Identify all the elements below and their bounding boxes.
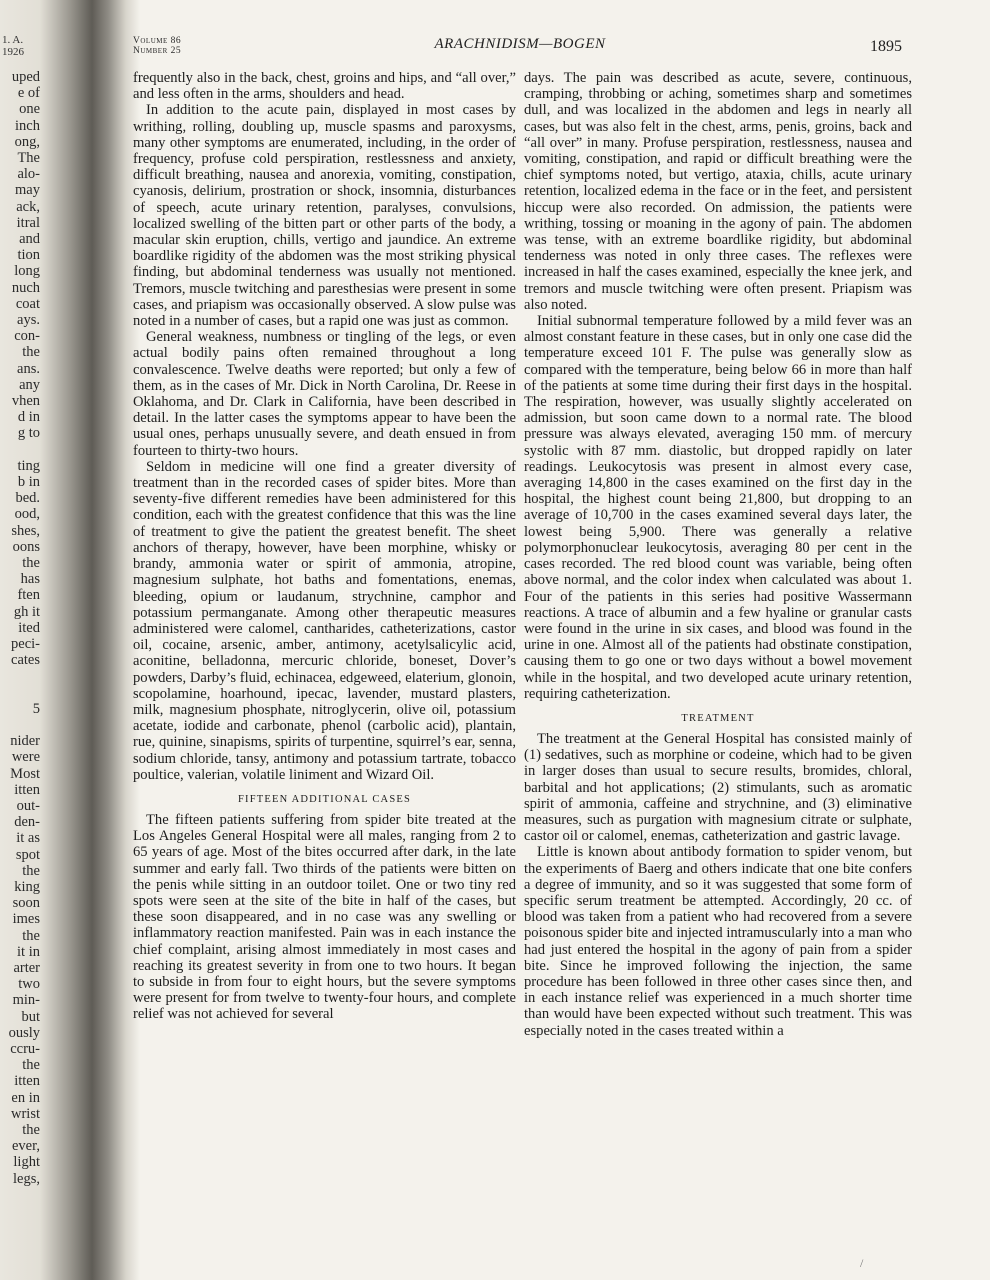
margin-fragment: en in	[11, 1089, 40, 1106]
margin-fragment: shes,	[11, 522, 40, 539]
margin-fragment: Most	[10, 765, 40, 782]
margin-fragment: the	[22, 344, 40, 361]
margin-fragment: bed.	[15, 490, 40, 507]
margin-fragment: alo-	[17, 166, 40, 183]
margin-fragment: legs,	[13, 1170, 40, 1187]
margin-fragment: ited	[18, 619, 40, 636]
paragraph: days. The pain was described as acute, severe, continuous, cramping, throbbing or aching, sometimes sharp and sometimes dull, and was localized in the abdomen and legs in nearly all cases, but was also felt in the chest, arms, penis, groins, back and “all over” in many. Profuse perspiration, restlessness, nausea and vomiting, constipation, and rapid or difficult breathing were the chief symptoms noted, but vertigo, ataxia, chills, acute urinary retention, localized edema in the face or in the feet, and persistent hiccup were also recorded. On admission, the patients were writhing, tossing or moaning in the agony of pain. The abdomen was tense, with an extreme boardlike rigidity, but abdominal tenderness was noted in only three cases. The reflexes were increased in half the cases examined, especially the knee jerk, and tremors and muscle twitching were often present. Priapism was also noted.	[524, 70, 912, 313]
paragraph: Seldom in medicine will one find a greater diversity of treatment than in the recorded cases of spider bites. More than seventy-five different remedies have been administered for this condition, each with the greatest confidence that this was the line of treatment to give the patient the greatest benefit. The sheet anchors of therapy, however, have been morphine, whisky or brandy, ammonia water or spirit of ammonia, atropine, magnesium sulphate, hot baths and fomentations, enemas, bleeding, opium or laudanum, strychnine, camphor and potassium permanganate. Among other therapeutic measures administered were calomel, cantharides, catheterizations, castor oil, cocaine, arsenic, amber, antimony, acetylsalicylic acid, aconitine, belladonna, mercuric chloride, boneset, Dover’s powders, Darby’s fluid, echinacea, edgeweed, elaterium, glonoin, scopolamine, hoarhound, ipecac, lavender, mustard plasters, milk, magnesium phosphate, nitroglycerin, olive oil, potassium acetate, iodide and carbonate, phenol (carbolic acid), plantain, rue, quinine, sinapisms, spirits of turpentine, squirrel’s ear, senna, sodium chloride, tansy, antimony and potassium tartrate, tobacco poultice, valerian, volatile liniment and Wizard Oil.	[133, 458, 516, 783]
margin-fragment: ever,	[12, 1138, 40, 1155]
paragraph: General weakness, numbness or tingling of the legs, or even actual bodily pains often remained throughout a long convalescence. Twelve deaths were reported; but only a few of them, as in the cases of Mr. Dick in North Carolina, Dr. Reese in Oklahoma, and Dr. Clark in California, have been described in detail. In the latter cases the symptoms appear to have been the usual ones, perhaps unusually severe, and death ensued in from fourteen to thirty-two hours.	[133, 329, 516, 459]
margin-fragment: nider	[10, 733, 40, 750]
margin-fragment: nuch	[11, 279, 40, 296]
margin-fragment: vhen	[11, 393, 40, 409]
margin-fragment: ood,	[14, 506, 40, 523]
margin-fragment: out-	[16, 798, 40, 814]
left-section-body	[133, 812, 516, 1023]
margin-fragment: and	[19, 231, 40, 247]
margin-fragment: two	[18, 976, 40, 993]
margin-fragment: min-	[12, 992, 40, 1009]
margin-fragment: g to	[17, 425, 40, 442]
facing-ref-line-1: 1. A.	[2, 34, 24, 46]
margin-fragment: the	[22, 1057, 40, 1074]
right-column-body	[524, 70, 912, 702]
margin-fragment: arter	[13, 960, 40, 976]
margin-fragment: itten	[14, 781, 40, 798]
margin-fragment: ften	[17, 587, 40, 604]
paragraph: In addition to the acute pain, displayed in most cases by writhing, rolling, doubling up, muscle spasms and paroxysms, many other symptoms are enumerated, including, in the order of frequency, profuse cold perspiration, restlessness and anxiety, difficult breathing, nausea and anorexia, vomiting, constipation, cyanosis, delirium, prostration or shock, insomnia, disturbances of speech, acute urinary retention, paralyses, convulsions, localized swelling of the bitten part or other parts of the body, a macular skin eruption, chills, vertigo and jaundice. An extreme boardlike rigidity of the abdomen was the most striking physical finding, but abdominal tenderness was usually not mentioned. Tremors, muscle twitching and paresthesias were present in some cases, and priapism was occasionally observed. A slow pulse was noted in a number of cases, but a rapid one was just as common.	[133, 102, 516, 330]
facing-ref-line-2: 1926	[2, 46, 24, 58]
paragraph: The treatment at the General Hospital has consisted mainly of (1) sedatives, such as morphine or codeine, which had to be given in larger doses than usual to secure results, bromides, chloral, barbital and hot applications; (2) stimulants, such as aromatic spirit of ammonia, caffeine and strychnine, and (3) eliminative measures, such as purgation with magnesium citrate or sulphate, castor oil or calomel, enemas, catheterization and gastric lavage.	[524, 730, 912, 845]
margin-fragment: inch	[15, 117, 40, 134]
margin-fragment: king	[14, 879, 40, 895]
left-column	[133, 70, 516, 1023]
margin-fragment: ously	[8, 1024, 40, 1041]
margin-fragment: the	[22, 1122, 40, 1138]
margin-fragment: has	[20, 571, 40, 588]
margin-fragment: The	[17, 150, 40, 166]
margin-fragment: ting	[17, 457, 40, 474]
margin-fragment: e of	[17, 85, 40, 102]
margin-fragment: may	[15, 182, 40, 199]
facing-page-margin-fragments	[0, 0, 44, 1280]
margin-fragment: it as	[16, 830, 40, 847]
margin-fragment: 5	[32, 700, 40, 717]
margin-fragment: any	[19, 376, 40, 393]
volume-line: Volume 86	[133, 36, 182, 46]
margin-fragment: uped	[11, 69, 40, 85]
margin-fragment: one	[19, 101, 40, 118]
right-section-body	[524, 731, 912, 1039]
margin-fragment: itral	[16, 214, 40, 231]
margin-fragment: gh it	[13, 603, 40, 620]
margin-fragment: b in	[17, 474, 40, 490]
margin-fragment: d in	[17, 409, 40, 426]
margin-fragment: but	[21, 1008, 40, 1025]
margin-fragment: oons	[12, 538, 40, 555]
margin-fragment: con-	[14, 328, 40, 345]
page-number: 1895	[870, 38, 902, 55]
margin-fragment: wrist	[11, 1105, 40, 1122]
paragraph: Little is known about antibody formation to spider venom, but the experiments of Baerg and others indicate that one bite confers a degree of immunity, and so it was suggested that some form of specific serum treatment be attempted. Accordingly, 20 cc. of blood was taken from a patient who had recovered from a severe poisonous spider bite and injected intramuscularly into a man who had just entered the hospital in the agony of pain from a spider bite. Since he improved following the injection, the same procedure has been followed in three other cases since then, and in each instance relief was experienced in a much shorter time than would have been expected without such treatment. This was especially noted in the cases treated within a	[524, 844, 912, 1039]
left-column-body	[133, 70, 516, 783]
margin-fragment: ong,	[14, 133, 40, 150]
running-title: ARACHNIDISM—BOGEN	[434, 36, 606, 52]
right-column	[524, 70, 912, 1039]
footer-mark: /	[860, 1256, 864, 1270]
paragraph: frequently also in the back, chest, groins and hips, and “all over,” and less often in the arms, shoulders and head.	[133, 70, 516, 103]
volume-number-block	[133, 36, 181, 56]
margin-fragment: ays.	[17, 312, 40, 328]
margin-fragment: the	[22, 927, 40, 944]
margin-fragment: long	[14, 263, 40, 280]
margin-fragment: the	[22, 555, 40, 571]
margin-fragment: light	[13, 1154, 40, 1171]
margin-fragment: imes	[12, 911, 40, 928]
margin-fragment: ans.	[17, 360, 40, 377]
margin-fragment: tion	[17, 247, 40, 264]
margin-fragment: itten	[14, 1073, 40, 1090]
margin-fragment: it in	[17, 943, 40, 960]
number-line: Number 25	[133, 46, 182, 56]
margin-fragment: ccru-	[10, 1041, 40, 1057]
facing-page-header-fragment	[2, 34, 24, 58]
section-heading-treatment: TREATMENT	[681, 712, 755, 724]
margin-fragment: den-	[14, 814, 40, 831]
margin-fragment: coat	[15, 295, 40, 312]
margin-fragment: ack,	[16, 198, 40, 215]
margin-fragment: cates	[11, 652, 40, 669]
margin-fragment: soon	[12, 895, 40, 912]
margin-fragment: were	[11, 749, 40, 766]
paragraph: The fifteen patients suffering from spider bite treated at the Los Angeles General Hospital were all males, ranging from 2 to 65 years of age. Most of the bites occurred after dark, in the late summer and early fall. Two thirds of the patients were bitten on the penis while sitting in an outdoor toilet. One or two tiny red spots were seen at the site of the bite in half of the cases, but these soon disappeared, and in no case was any swelling or inflammatory reaction manifested. Pain was in each instance the chief complaint, arising almost immediately in most cases and reaching its greatest severity in from one to two hours. It began to subside in from four to eight hours, but the severe symptoms were present for from twelve to twenty-four hours, and complete relief was not achieved for several	[133, 811, 516, 1023]
paragraph: Initial subnormal temperature followed by a mild fever was an almost constant feature in these cases, but in only one case did the temperature exceed 101 F. The pulse was generally slow as compared with the temperature, being below 66 in more than half of the patients at some time during their first days in the hospital. The respiration, however, was usually slightly accelerated on admission, but soon came down to a normal rate. The blood pressure was always elevated, averaging 150 mm. of mercury systolic with 87 mm. diastolic, but dropped rapidly on later readings. Leukocytosis was present in almost every case, averaging 14,800 in the cases examined on the first day in the hospital, the highest count being 21,800, but dropping to an average of 10,700 in the cases examined several days later, the lowest being 5,900. There was generally a relative polymorphonuclear leukocytosis, averaging 80 per cent in the cases recorded. The red blood count was variable, being often above normal, and the color index when calculated was about 1. Four of the patients in this series had positive Wassermann reactions. A trace of albumin and a few hyaline or granular casts were found in the urine in six cases, and blood was found in the urine in one. Almost all of the patients had obstinate constipation, causing them to go one or two days without a bowel movement while in the hospital, and two developed acute urinary retention, requiring catheterization.	[524, 313, 912, 702]
margin-fragment: spot	[15, 846, 40, 863]
margin-fragment: peci-	[11, 636, 40, 652]
margin-fragment: the	[22, 862, 40, 879]
section-heading-fifteen-cases: FIFTEEN ADDITIONAL CASES	[237, 793, 412, 805]
